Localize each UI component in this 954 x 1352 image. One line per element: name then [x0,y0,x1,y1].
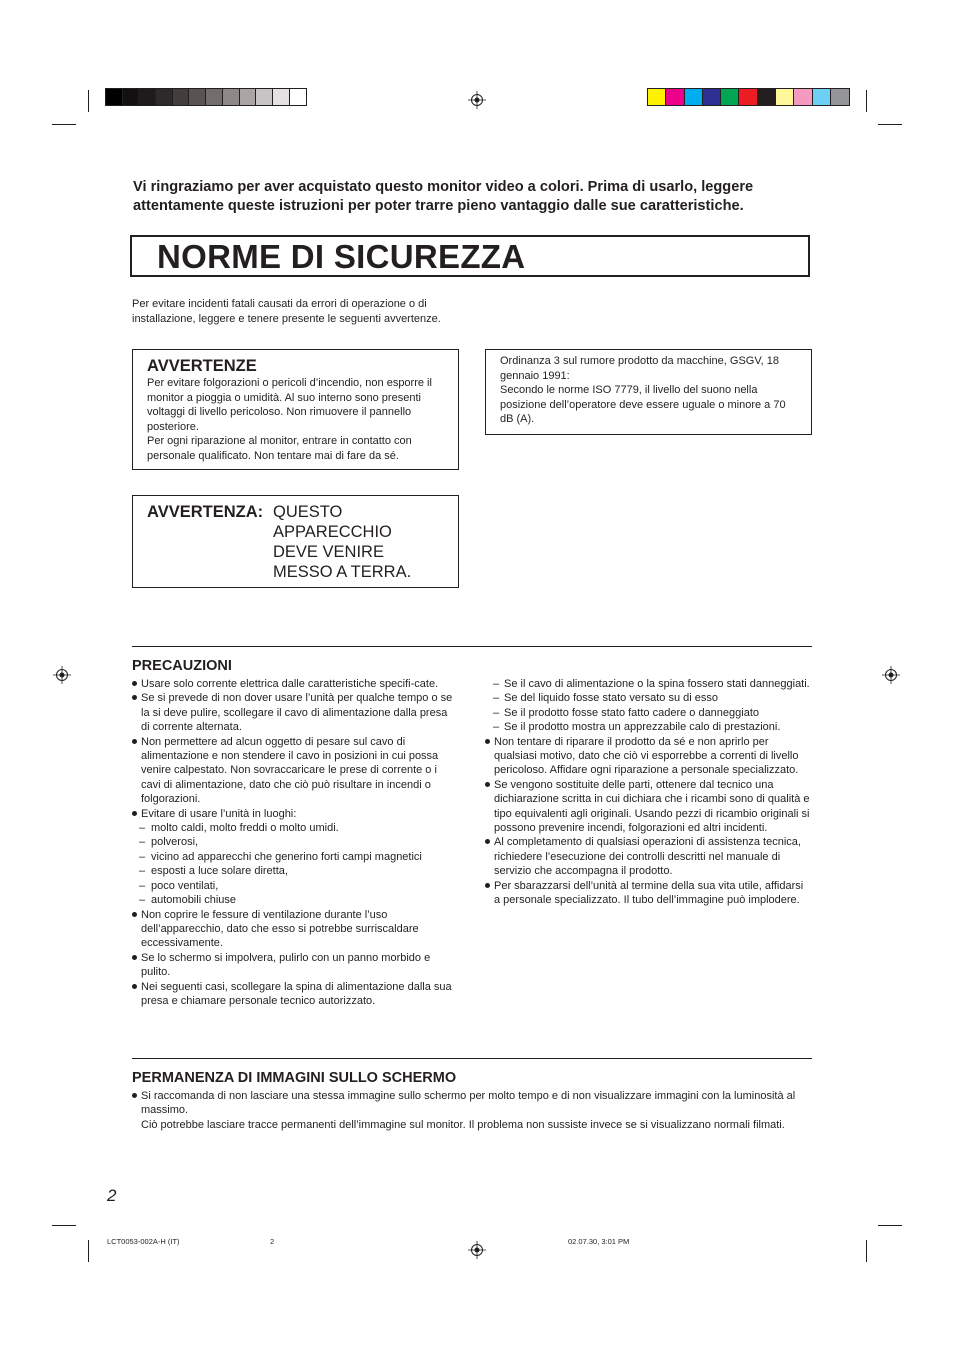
dash-item: – Se il prodotto mostra un apprezzabile calo di prestazioni. [485,720,811,734]
color-swatch [206,89,223,105]
title-box [130,235,810,277]
dash-item: – esposti a luce solare diretta, [132,864,454,878]
bullet-item: Non coprire le fessure di ventilazione durante l’uso dell’apparecchio, dato che esso si potrebbe surriscaldare eccessivamente. [132,908,454,951]
ground-warning-label: AVVERTENZA: [147,503,264,521]
color-swatch [758,89,776,105]
color-swatch [794,89,812,105]
bullet-item: Al completamento di qualsiasi operazioni di assistenza tecnica, richiedere l’esecuzione dei controlli descritti nel manuale di servizio che accompagna il prodotto. [485,835,811,878]
crop-mark [88,90,89,112]
bullet-item: Evitare di usare l’unità in luoghi: [132,807,454,821]
bullet-item: Se vengono sostituite delle parti, ottenere dal tecnico una dichiarazione scritta in cui dichiara che i ricambi sono di qualità e tipo equivalenti agli originali. Usando pezzi di ricambio originali si possono prevenire incendi, folgorazioni ed altri incidenti. [485,778,811,836]
color-swatch [813,89,831,105]
color-swatch [721,89,739,105]
avvertenze-box [132,349,459,470]
permanenza-item: Si raccomanda di non lasciare una stessa immagine sullo schermo per molto tempo e di non visualizzare immagini con la luminosità al massimo. [132,1089,812,1118]
bullet-item: Non permettere ad alcun oggetto di pesare sul cavo di alimentazione e non stendere il cavo in posizioni in cui possa venire calpestato. Non sovraccaricare le prese di corrente o i cavi di alimentazione, dato che ciò può risultare in incendi o folgorazioni. [132,735,454,807]
dash-item: – Se il prodotto fosse stato fatto cadere o danneggiato [485,706,811,720]
color-swatch [106,89,123,105]
crop-mark [88,1240,89,1262]
crop-mark [866,1240,867,1262]
color-swatch [666,89,684,105]
dash-item: – polverosi, [132,835,454,849]
bullet-item: Non tentare di riparare il prodotto da sé e non aprirlo per qualsiasi motivo, dato che ciò vi esporrebbe a correnti di livello pericoloso. Affidare ogni riparazione a personale specializzato. [485,735,811,778]
intro-text: Vi ringraziamo per aver acquistato questo monitor video a colori. Prima di usarlo, leggere attentamente queste istruzioni per poter trarre pieno vantaggio dalle sue caratteristiche. [133,179,754,214]
color-swatch [123,89,140,105]
color-swatch [240,89,257,105]
color-swatch [831,89,849,105]
section-divider [132,646,812,647]
ground-warning-box [132,495,459,588]
permanenza-heading: PERMANENZA DI IMMAGINI SULLO SCHERMO [132,1070,457,1086]
grayscale-color-bar [105,88,307,106]
color-swatch [685,89,703,105]
ground-warning-line: QUESTO [273,503,343,521]
footer-timestamp: 02.07.30, 3:01 PM [568,1237,630,1246]
crop-mark [878,1225,902,1226]
color-swatch [739,89,757,105]
color-swatch [173,89,190,105]
bullet-item: Usare solo corrente elettrica dalle caratteristiche specifi-cate. [132,677,454,691]
bullet-item: Nei seguenti casi, scollegare la spina di alimentazione dalla sua presa e chiamare personale tecnico autorizzato. [132,980,454,1009]
dash-item: – automobili chiuse [132,893,454,907]
dash-item: – Se del liquido fosse stato versato su di esso [485,691,811,705]
registration-mark-icon [882,666,900,684]
dash-item: – Se il cavo di alimentazione o la spina fossero stati danneggiati. [485,677,811,691]
crop-mark [878,124,902,125]
page-title: NORME DI SICUREZZA [157,238,526,275]
color-swatch [256,89,273,105]
crop-mark [52,124,76,125]
bullet-item: Per sbarazzarsi dell’unità al termine della sua vita utile, affidarsi a personale specializzato. Il tubo dell’immagine può implodere. [485,879,811,908]
noise-note-box [485,349,812,435]
color-swatch [189,89,206,105]
avvertenze-heading: AVVERTENZE [147,357,257,375]
avvertenze-body: Per evitare folgorazioni o pericoli d’incendio, non esporre il monitor a pioggia o umidità. Al suo interno sono presenti voltaggi di livello pericoloso. Non rimuovere il pannello posteriore. Per ogni riparazione al monitor, entrare in contatto con personale qualificato. Non tentare mai di fare da sé. [147,377,432,462]
preface-text: Per evitare incidenti fatali causati da errori di operazione o di installazione, leggere e tenere presente le seguenti avvertenze. [132,298,441,325]
ground-warning-line: MESSO A TERRA. [273,563,412,581]
section-divider [132,1058,812,1059]
bullet-item: Se si prevede di non dover usare l’unità per qualche tempo o se la si deve pulire, scollegare il cavo di alimentazione dalla presa di corrente alternata. [132,691,454,734]
dash-item: – poco ventilati, [132,879,454,893]
ground-warning-line: DEVE VENIRE [273,543,384,561]
registration-mark-icon [468,91,486,109]
precauzioni-left-list [132,677,454,1008]
permanenza-list [132,1089,812,1132]
precauzioni-heading: PRECAUZIONI [132,658,232,674]
color-swatch [703,89,721,105]
registration-mark-icon [468,1241,486,1259]
color-swatch [776,89,794,105]
page-number: 2 [107,1186,117,1205]
crop-mark [52,1225,76,1226]
color-swatch [273,89,290,105]
color-swatch [290,89,307,105]
dash-item: – vicino ad apparecchi che generino forti campi magnetici [132,850,454,864]
crop-mark [866,90,867,112]
process-color-bar [647,88,850,106]
bullet-item: Se lo schermo si impolvera, pulirlo con un panno morbido e pulito. [132,951,454,980]
dash-item: – molto caldi, molto freddi o molto umidi. [132,821,454,835]
precauzioni-right-list [485,677,811,908]
permanenza-item: Ciò potrebbe lasciare tracce permanenti dell’immagine sul monitor. Il problema non sussiste invece se si visualizzano normali filmati. [141,1118,785,1131]
noise-note-text: Ordinanza 3 sul rumore prodotto da macchine, GSGV, 18 gennaio 1991: Secondo le norme ISO 7779, il livello del suono nella posizione dell’operatore deve essere uguale o minore a 70 dB (A). [500,355,786,425]
footer-code: LCT0053-002A-H (IT) [107,1237,180,1246]
ground-warning-text [273,502,411,582]
ground-warning-line: APPARECCHIO [273,523,392,541]
color-swatch [139,89,156,105]
color-swatch [156,89,173,105]
color-swatch [648,89,666,105]
registration-mark-icon [53,666,71,684]
footer-page: 2 [270,1237,275,1246]
color-swatch [223,89,240,105]
